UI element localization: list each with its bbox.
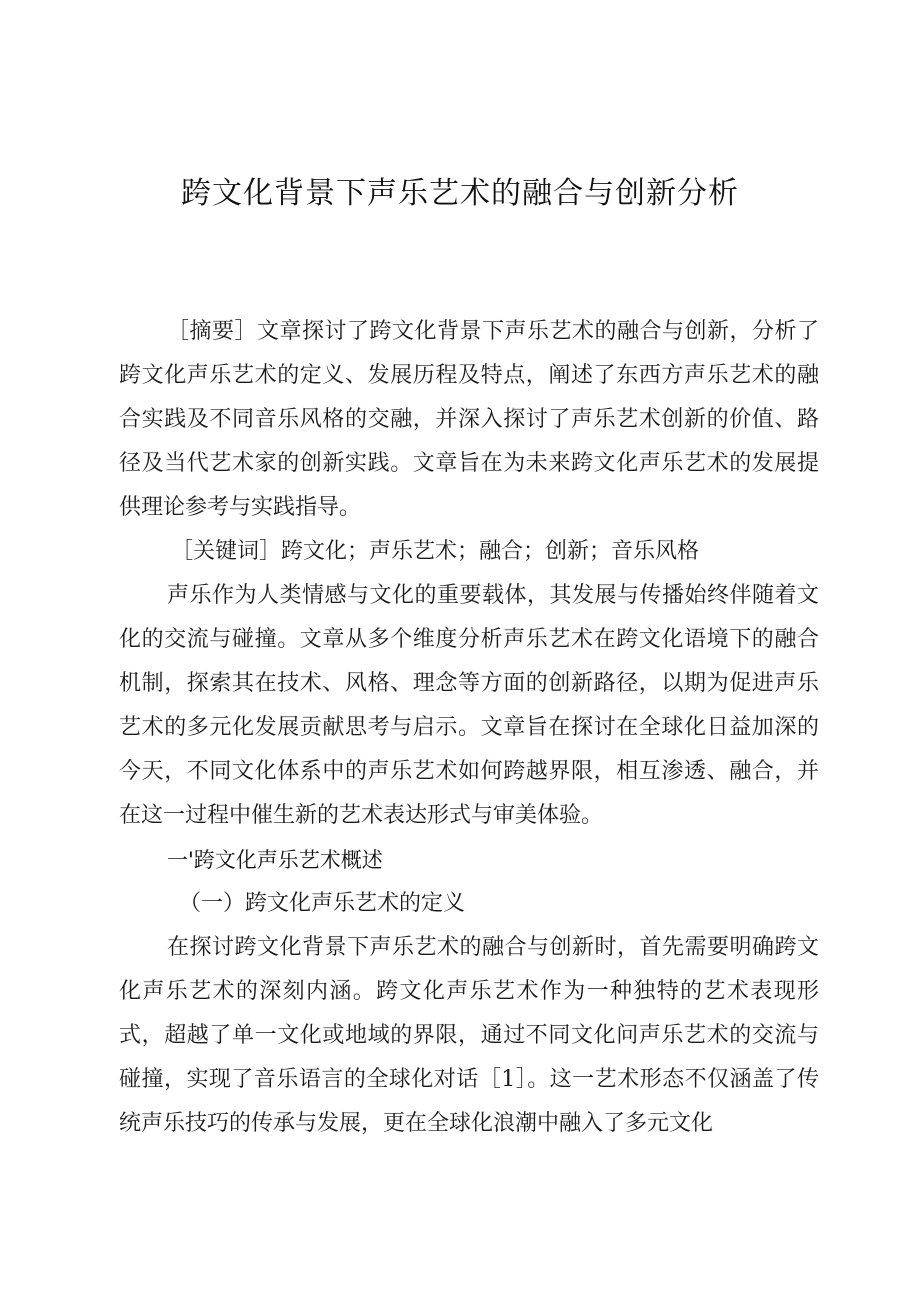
- intro-paragraph: 声乐作为人类情感与文化的重要载体，其发展与传播始终伴随着文化的交流与碰撞。文章从多个维度分析声乐艺术在跨文化语境下的融合机制，探索其在技术、风格、理念等方面的创新路径，以期为促进声乐艺术的多元化发展贡献思考与启示。文章旨在探讨在全球化日益加深的今天，不同文化体系中的声乐艺术如何跨越界限，相互渗透、融合，并在这一过程中催生新的艺术表达形式与审美体验。: [119, 583, 819, 828]
- document-body: [119, 310, 819, 1146]
- section-heading-1: 一'跨文化声乐艺术概述: [167, 848, 383, 872]
- document-title: 跨文化背景下声乐艺术的融合与创新分析: [181, 176, 739, 211]
- subsection-heading-1: （一）跨文化声乐艺术的定义: [179, 891, 466, 916]
- subsection-paragraph-1: 在探讨跨文化背景下声乐艺术的融合与创新时，首先需要明确跨文化声乐艺术的深刻内涵。跨文化声乐艺术作为一种独特的艺术表现形式，超越了单一文化或地域的界限，通过不同文化问声乐艺术的交流与碰撞，实现了音乐语言的全球化对话［1］。这一艺术形态不仅涵盖了传统声乐技巧的传承与发展，更在全球化浪潮中融入了多元文化: [119, 935, 819, 1136]
- keywords-line: ［关键词］跨文化；声乐艺术；融合；创新；音乐风格: [171, 539, 700, 564]
- abstract-paragraph: ［摘要］文章探讨了跨文化背景下声乐艺术的融合与创新，分析了跨文化声乐艺术的定义、发展历程及特点，阐述了东西方声乐艺术的融合实践及不同音乐风格的交融，并深入探讨了声乐艺术创新的价值、路径及当代艺术家的创新实践。文章旨在为未来跨文化声乐艺术的发展提供理论参考与实践指导。: [119, 319, 819, 520]
